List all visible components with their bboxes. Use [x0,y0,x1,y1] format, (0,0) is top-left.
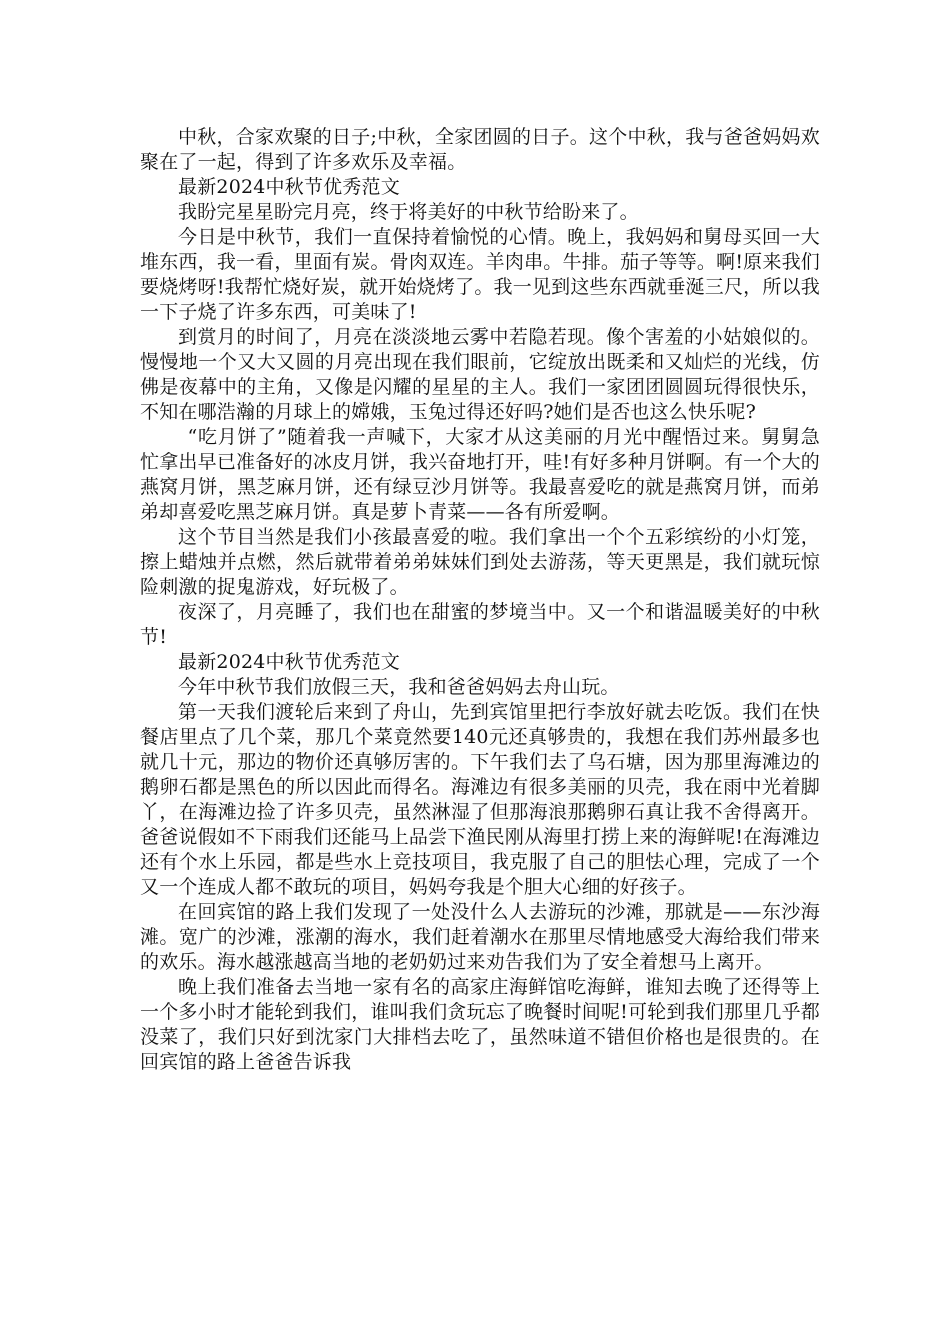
paragraph: 今日是中秋节，我们一直保持着愉悦的心情。晚上，我妈妈和舅母买回一大堆东西，我一看，里面有炭。骨肉双连。羊肉串。牛排。茄子等等。啊!原来我们要烧烤呀!我帮忙烧好炭，就开始烧烤了。我一见到这些东西就垂涎三尺，所以我一下子烧了许多东西，可美味了! [140,226,820,323]
paragraph: 今年中秋节我们放假三天，我和爸爸妈妈去舟山玩。 [178,676,620,698]
paragraph: 在回宾馆的路上我们发现了一处没什么人去游玩的沙滩，那就是——东沙海滩。宽广的沙滩，涨潮的海水，我们赶着潮水在那里尽情地感受大海给我们带来的欢乐。海水越涨越高当地的老奶奶过来劝告我们为了安全着想马上离开。 [140,901,820,973]
paragraph: 这个节目当然是我们小孩最喜爱的啦。我们拿出一个个五彩缤纷的小灯笼，擦上蜡烛并点燃，然后就带着弟弟妹妹们到处去游荡，等天更黑是，我们就玩惊险刺激的捉鬼游戏，好玩极了。 [140,526,820,598]
section-heading: 最新2024中秋节优秀范文 [178,176,400,198]
section-heading: 最新2024中秋节优秀范文 [178,651,400,673]
paragraph: 中秋，合家欢聚的日子;中秋，全家团圆的日子。这个中秋，我与爸爸妈妈欢聚在了一起，得到了许多欢乐及幸福。 [140,126,820,173]
paragraph: 晚上我们准备去当地一家有名的高家庄海鲜馆吃海鲜，谁知去晚了还得等上一个多小时才能轮到我们，谁叫我们贪玩忘了晚餐时间呢!可轮到我们那里几乎都没菜了，我们只好到沈家门大排档去吃了，虽然味道不错但价格也是很贵的。在回宾馆的路上爸爸告诉我 [140,976,820,1073]
paragraph: 到赏月的时间了，月亮在淡淡地云雾中若隐若现。像个害羞的小姑娘似的。慢慢地一个又大又圆的月亮出现在我们眼前，它绽放出既柔和又灿烂的光线，仿佛是夜幕中的主角，又像是闪耀的星星的主人。我们一家团团圆圆玩得很快乐，不知在哪浩瀚的月球上的嫦娥，玉兔过得还好吗?她们是否也这么快乐呢? [140,326,820,423]
paragraph: “吃月饼了”随着我一声喊下，大家才从这美丽的月光中醒悟过来。舅舅急忙拿出早已准备好的冰皮月饼，我兴奋地打开，哇!有好多种月饼啊。有一个大的燕窝月饼，黑芝麻月饼，还有绿豆沙月饼等。我最喜爱吃的就是燕窝月饼，而弟弟却喜爱吃黑芝麻月饼。真是萝卜青菜——各有所爱啊。 [140,426,820,523]
paragraph: 我盼完星星盼完月亮，终于将美好的中秋节给盼来了。 [178,201,639,223]
paragraph: 第一天我们渡轮后来到了舟山，先到宾馆里把行李放好就去吃饭。我们在快餐店里点了几个菜，那几个菜竟然要140元还真够贵的，我想在我们苏州最多也就几十元，那边的物价还真够厉害的。下午我们去了乌石塘，因为那里海滩边的鹅卵石都是黑色的所以因此而得名。海滩边有很多美丽的贝壳，我在雨中光着脚丫，在海滩边捡了许多贝壳，虽然淋湿了但那海浪那鹅卵石真让我不舍得离开。爸爸说假如不下雨我们还能马上品尝下渔民刚从海里打捞上来的海鲜呢!在海滩边还有个水上乐园，都是些水上竞技项目，我克服了自己的胆怯心理，完成了一个又一个连成人都不敢玩的项目，妈妈夸我是个胆大心细的好孩子。 [140,701,820,898]
paragraph: 夜深了，月亮睡了，我们也在甜蜜的梦境当中。又一个和谐温暖美好的中秋节! [140,601,820,648]
document-body [140,125,820,1075]
